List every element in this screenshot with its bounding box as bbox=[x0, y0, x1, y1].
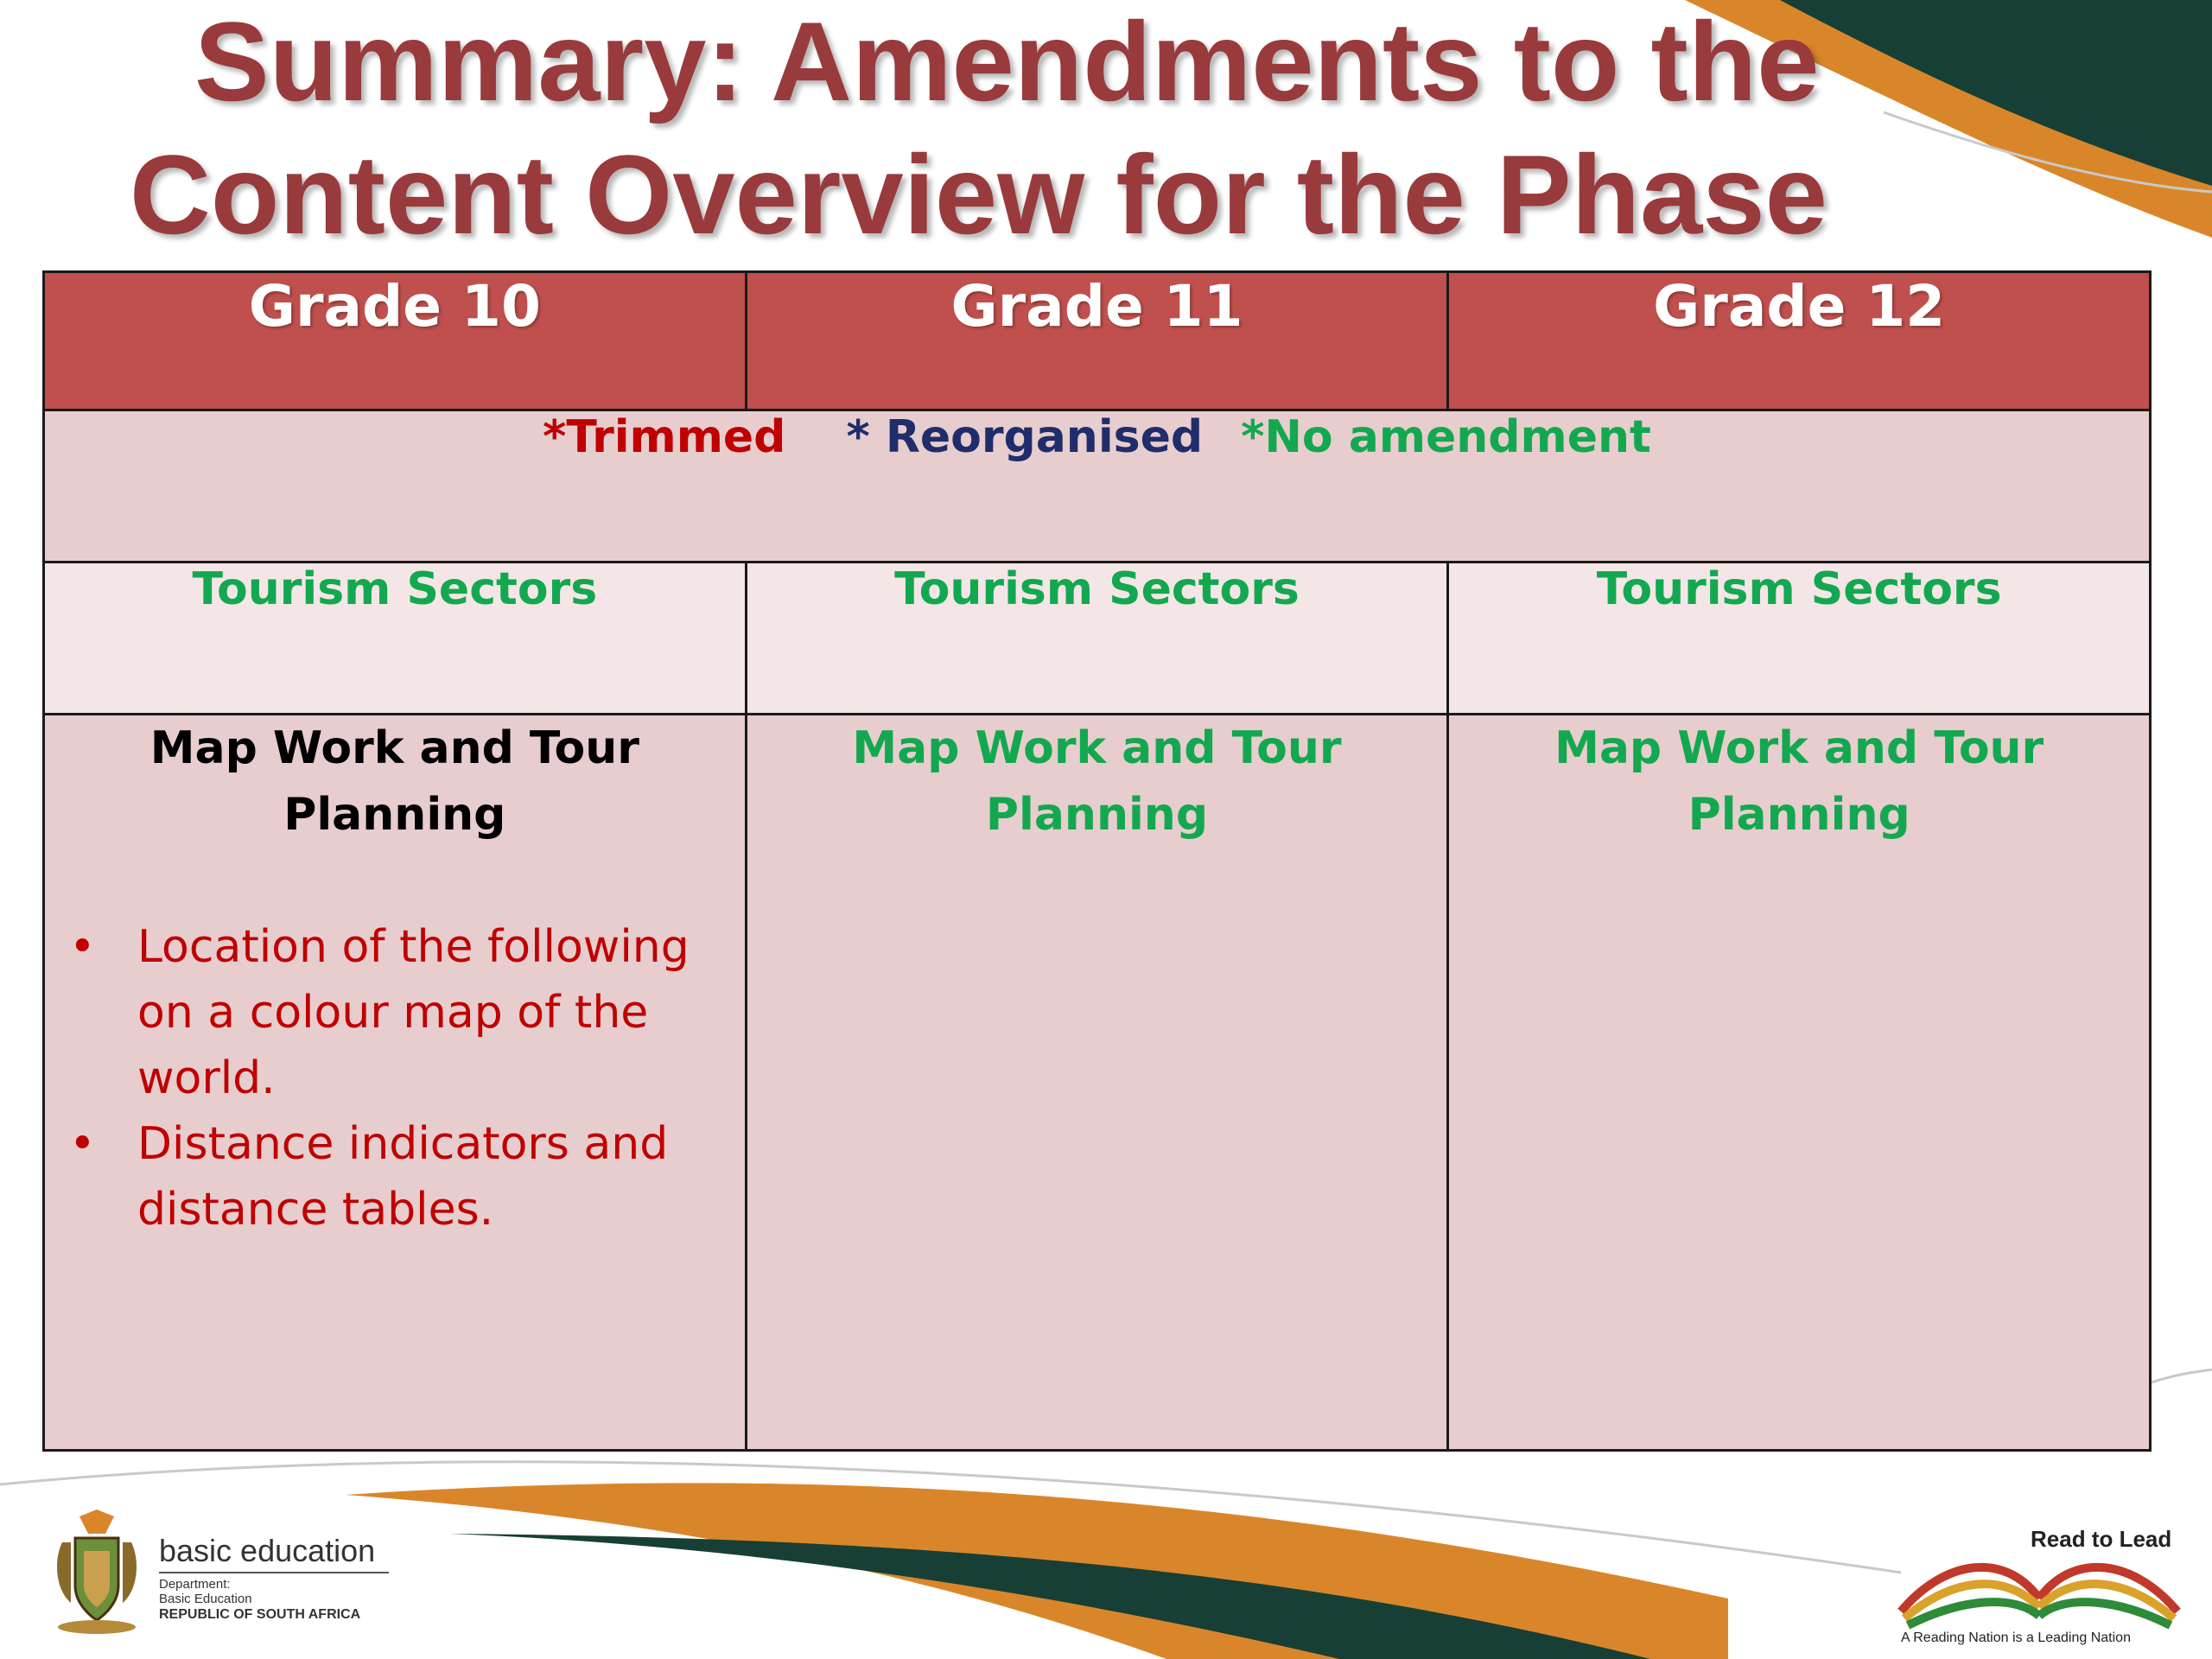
title-line-1: Summary: Amendments to the bbox=[194, 0, 1820, 124]
content-overview-table bbox=[42, 270, 2152, 1452]
legend-reorganised: * Reorganised bbox=[846, 411, 1204, 463]
dept-line-2: Basic Education bbox=[159, 1592, 252, 1606]
right-grey-line bbox=[2152, 1370, 2212, 1382]
sector-grade-12: Tourism Sectors bbox=[1448, 563, 2151, 715]
header-grade-12: Grade 12 bbox=[1448, 272, 2151, 410]
map-work-row bbox=[44, 715, 2151, 1451]
dept-line-3: REPUBLIC OF SOUTH AFRICA bbox=[159, 1607, 361, 1622]
map-work-heading-grade-12: Map Work and Tour Planning bbox=[1554, 722, 2044, 841]
read-to-lead-slogan: A Reading Nation is a Leading Nation bbox=[1901, 1630, 2131, 1645]
basic-education-logo bbox=[45, 1508, 408, 1637]
bullet-dot-icon: • bbox=[69, 921, 96, 973]
legend-cell bbox=[44, 410, 2151, 563]
read-to-lead-logo bbox=[1892, 1516, 2186, 1646]
header-grade-10: Grade 10 bbox=[44, 272, 747, 410]
map-work-grade-10 bbox=[44, 715, 747, 1451]
bullet-dot-icon: • bbox=[69, 1118, 96, 1170]
header-row bbox=[44, 272, 2151, 410]
header-grade-11: Grade 11 bbox=[746, 272, 1448, 410]
bullet-text: Distance indicators and distance tables. bbox=[137, 1118, 669, 1236]
map-work-grade-12 bbox=[1448, 715, 2151, 1451]
dept-line-1: Department: bbox=[159, 1577, 231, 1592]
sector-grade-10: Tourism Sectors bbox=[44, 563, 747, 715]
tourism-sectors-row bbox=[44, 563, 2151, 715]
slide-title bbox=[130, 0, 1944, 261]
bullet-text: Location of the following on a colour map of the world. bbox=[137, 921, 690, 1104]
grade-10-bullet-list bbox=[45, 914, 745, 1243]
map-work-heading-grade-10: Map Work and Tour Planning bbox=[149, 722, 639, 841]
legend-no-amendment: *No amendment bbox=[1241, 411, 1651, 463]
dept-name: basic education bbox=[159, 1533, 376, 1568]
coat-of-arms-icon bbox=[57, 1510, 137, 1634]
title-line-2: Content Overview for the Phase bbox=[130, 131, 1827, 257]
map-work-grade-11 bbox=[746, 715, 1448, 1451]
bullet-item bbox=[45, 914, 745, 1111]
bullet-item bbox=[45, 1111, 745, 1243]
map-work-heading-grade-11: Map Work and Tour Planning bbox=[852, 722, 1342, 841]
legend-trimmed: *Trimmed bbox=[543, 411, 786, 463]
read-to-lead-text: Read to Lead bbox=[2031, 1526, 2172, 1552]
legend-row bbox=[44, 410, 2151, 563]
sector-grade-11: Tourism Sectors bbox=[746, 563, 1448, 715]
book-arcs-icon bbox=[1901, 1567, 2177, 1625]
